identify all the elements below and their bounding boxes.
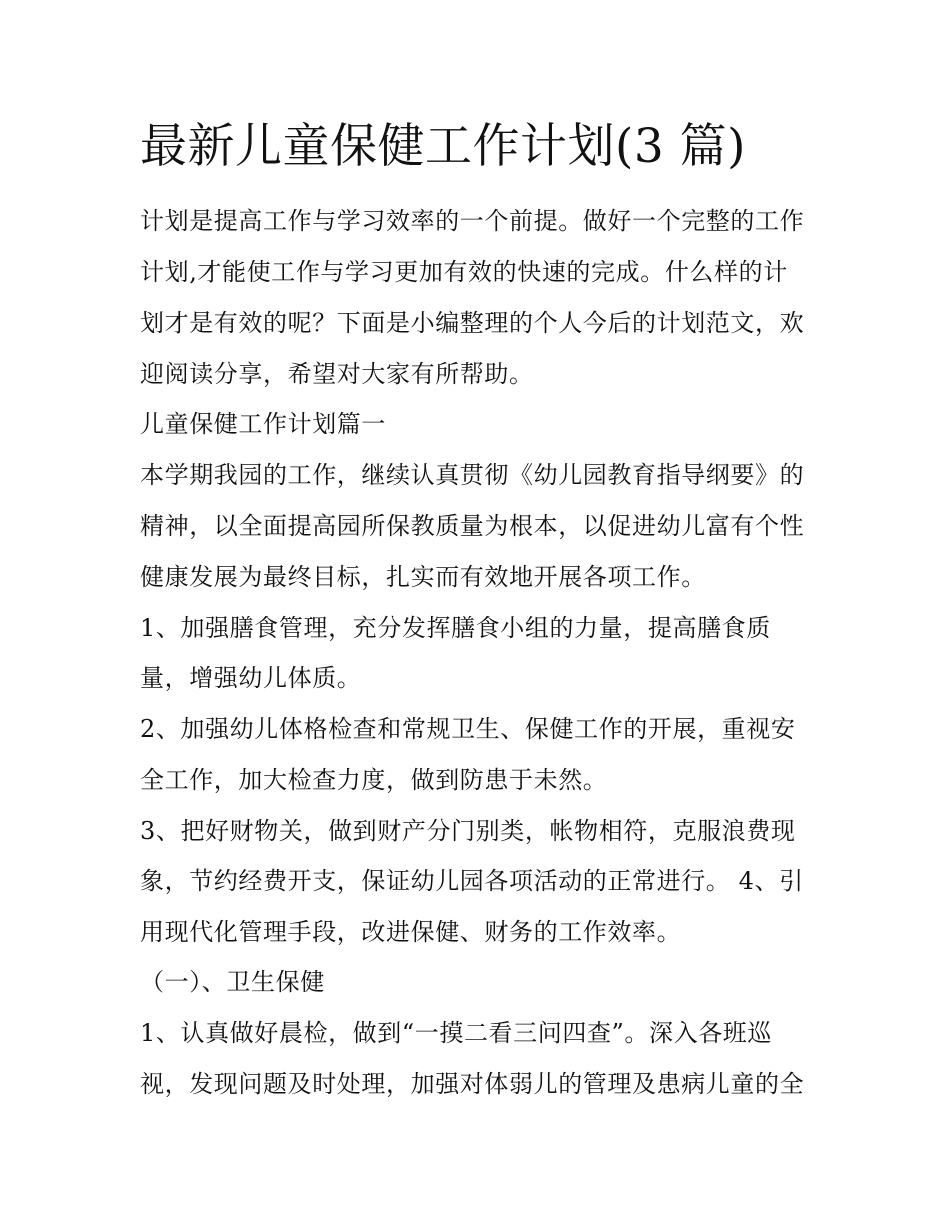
list-item-line: 全工作，加大检查力度，做到防患于未然。 — [140, 766, 608, 794]
list-item-line: 1、认真做好晨检，做到“一摸二看三问四查”。深入各班巡 — [140, 1019, 773, 1047]
body-line: 本学期我园的工作，继续认真贯彻《幼儿园教育指导纲要》的 — [140, 461, 805, 489]
list-item-line: 2、加强幼儿体格检查和常规卫生、保健工作的开展，重视安 — [140, 715, 796, 743]
subsection-heading: （一）、卫生保健 — [140, 968, 325, 996]
body-line: 精神，以全面提高园所保教质量为根本，以促进幼儿富有个性 — [140, 512, 805, 540]
list-item-line: 量，增强幼儿体质。 — [140, 664, 362, 692]
list-item-line: 象，节约经费开支，保证幼儿园各项活动的正常进行。 4、引 — [140, 867, 804, 895]
section-heading: 儿童保健工作计划篇一 — [140, 410, 386, 438]
list-item-line: 3、把好财物关，做到财产分门别类，帐物相符，克服浪费现 — [140, 817, 796, 845]
body-line: 计划是提高工作与学习效率的一个前提。做好一个完整的工作 — [140, 207, 805, 235]
list-item-line: 用现代化管理手段，改进保健、财务的工作效率。 — [140, 918, 682, 946]
body-line: 迎阅读分享，希望对大家有所帮助。 — [140, 360, 534, 388]
list-item-line: 视，发现问题及时处理，加强对体弱儿的管理及患病儿童的全 — [140, 1070, 805, 1098]
body-line: 划才是有效的呢？下面是小编整理的个人今后的计划范文，欢 — [140, 309, 805, 337]
document-title: 最新儿童保健工作计划(3 篇) — [140, 119, 747, 174]
body-line: 计划,才能使工作与学习更加有效的快速的完成。什么样的计 — [140, 258, 788, 286]
body-line: 健康发展为最终目标，扎实而有效地开展各项工作。 — [140, 563, 706, 591]
list-item-line: 1、加强膳食管理，充分发挥膳食小组的力量，提高膳食质 — [140, 614, 771, 642]
